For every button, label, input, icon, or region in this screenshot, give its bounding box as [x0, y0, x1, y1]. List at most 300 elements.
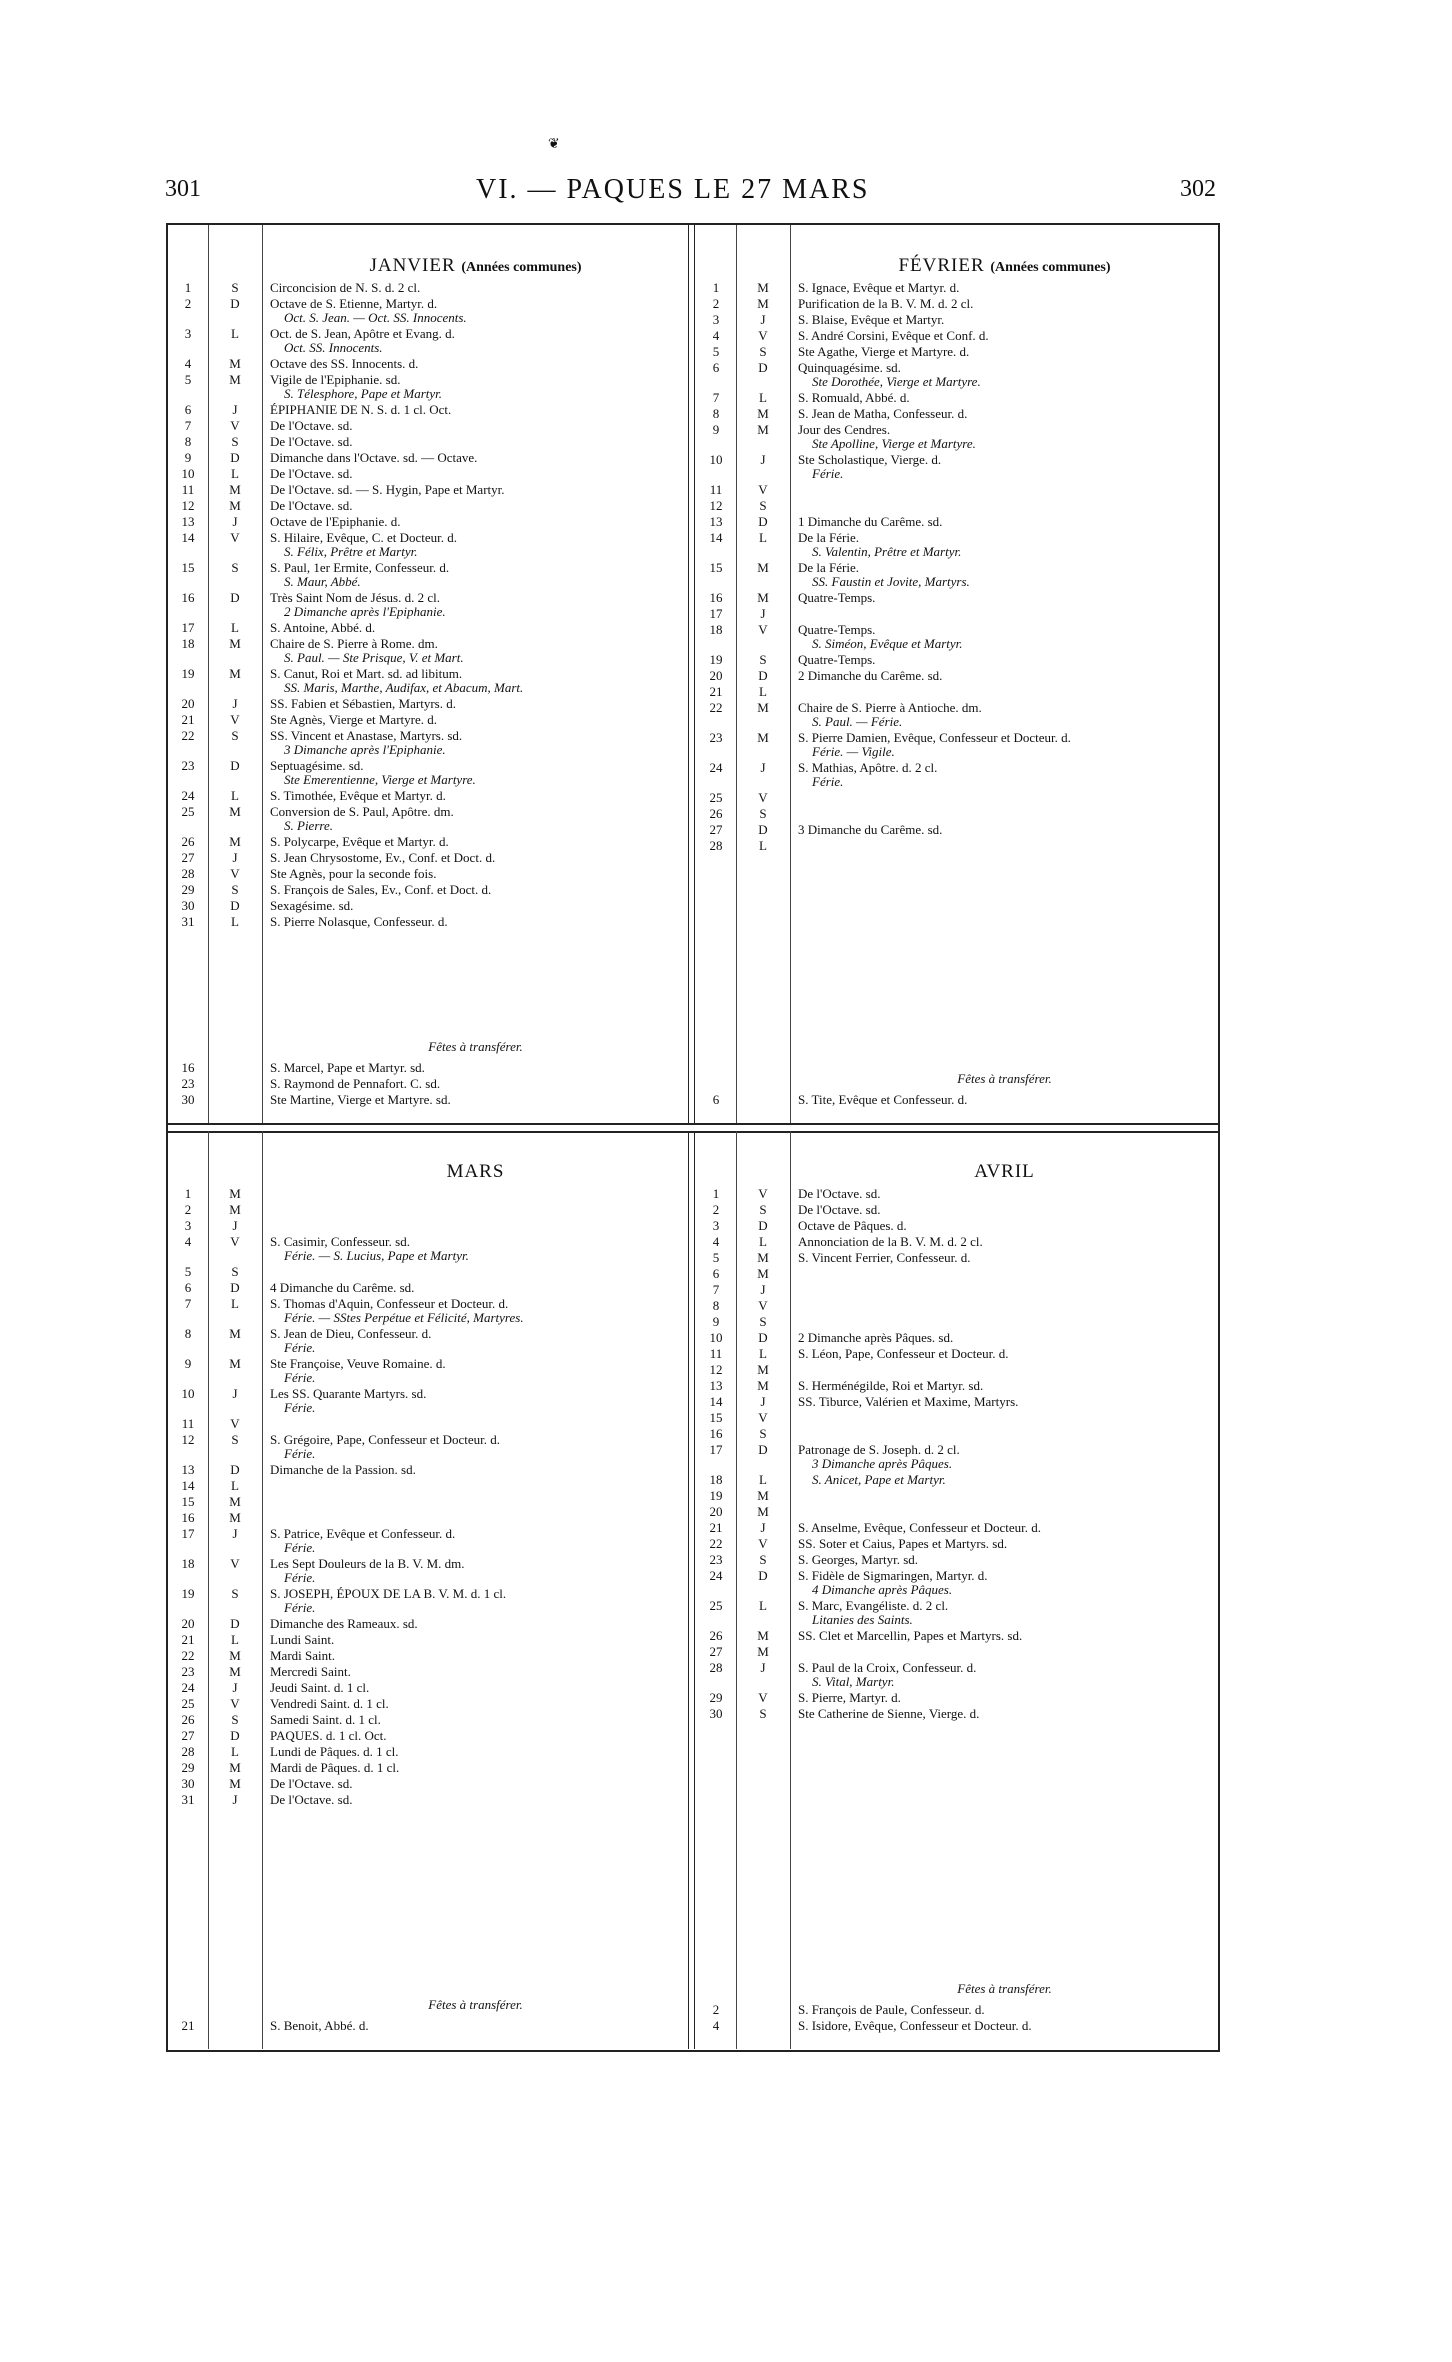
page-header [0, 176, 1452, 216]
weekday-letter: D [230, 450, 240, 465]
day-feast [262, 1793, 688, 1807]
weekday-letter: S [231, 1712, 239, 1727]
day-row [168, 1713, 688, 1727]
day-number: 20 [709, 668, 723, 683]
feast-text: Vendredi Saint. d. 1 cl. [270, 1696, 389, 1711]
day-number: 30 [709, 1706, 723, 1721]
day-number: 6 [184, 402, 192, 417]
day-row [168, 1557, 688, 1585]
day-number: 15 [181, 1494, 195, 1509]
feast-text: S. Timothée, Evêque et Martyr. d. [270, 788, 446, 803]
weekday-letter: V [758, 328, 768, 343]
weekday-letter: S [231, 728, 239, 743]
weekday-letter: S [759, 498, 767, 513]
weekday-letter: M [229, 482, 241, 497]
day-number: 21 [181, 2018, 195, 2033]
day-feast [262, 1761, 688, 1775]
feast-text: Annonciation de la B. V. M. d. 2 cl. [798, 1234, 983, 1249]
day-row [168, 883, 688, 897]
day-feast [790, 1219, 1218, 1233]
day-feast [262, 1281, 688, 1295]
commemoration-text: S. Pierre. [284, 818, 333, 833]
feast-text: S. Anselme, Evêque, Confesseur et Docteur. d. [798, 1520, 1041, 1535]
day-row [168, 1697, 688, 1711]
day-feast [262, 621, 688, 635]
day-row [696, 591, 1218, 605]
weekday-letter: M [229, 1326, 241, 1341]
weekday-letter: V [230, 1416, 240, 1431]
day-number: 28 [181, 866, 195, 881]
feast-text: S. Tite, Evêque et Confesseur. d. [798, 1092, 968, 1107]
day-feast [262, 1235, 688, 1263]
weekday-letter: M [757, 296, 769, 311]
feast-text: SS. Soter et Caius, Papes et Martyrs. sd. [798, 1536, 1008, 1551]
feast-text: Dimanche de la Passion. sd. [270, 1462, 416, 1477]
commemoration-text: 2 Dimanche après l'Epiphanie. [284, 604, 446, 619]
feast-text: S. Ignace, Evêque et Martyr. d. [798, 280, 960, 295]
day-row [168, 1511, 688, 1525]
day-number: 14 [709, 530, 723, 545]
day-feast [262, 915, 688, 929]
weekday-letter: V [758, 1536, 768, 1551]
day-number: 2 [712, 2002, 720, 2017]
day-feast [790, 1331, 1218, 1345]
day-feast [790, 561, 1218, 589]
day-number: 10 [709, 1330, 723, 1345]
day-row [168, 759, 688, 787]
day-number: 16 [709, 590, 723, 605]
day-row [696, 1661, 1218, 1689]
weekday-letter: M [757, 1266, 769, 1281]
day-feast [262, 1587, 688, 1615]
weekday-letter: V [230, 866, 240, 881]
day-feast [262, 1527, 688, 1555]
weekday-letter: J [760, 1282, 766, 1297]
day-feast [790, 361, 1218, 389]
day-row [696, 1569, 1218, 1597]
day-number: 5 [712, 1250, 720, 1265]
day-row [696, 423, 1218, 451]
weekday-letter: J [760, 1660, 766, 1675]
feast-text: S. Patrice, Evêque et Confesseur. d. [270, 1526, 456, 1541]
commemoration-text: Oct. SS. Innocents. [284, 340, 383, 355]
day-row [168, 1681, 688, 1695]
feast-text: De l'Octave. sd. — S. Hygin, Pape et Martyr. [270, 482, 505, 497]
day-feast [262, 1649, 688, 1663]
weekday-letter: D [758, 668, 768, 683]
day-number: 6 [712, 360, 720, 375]
day-feast [790, 1395, 1218, 1409]
day-number: 19 [709, 652, 723, 667]
day-number: 4 [184, 1234, 192, 1249]
month-name: AVRIL [974, 1161, 1035, 1182]
day-feast [262, 483, 688, 497]
day-feast [790, 1489, 1218, 1503]
fetes-label: Fêtes à transférer. [428, 1039, 523, 1054]
day-row [168, 467, 688, 481]
day-row [696, 669, 1218, 683]
day-row [168, 1281, 688, 1295]
feast-text: Mardi Saint. [270, 1648, 335, 1663]
day-row [168, 499, 688, 513]
day-row [696, 391, 1218, 405]
day-feast [262, 1327, 688, 1355]
weekday-letter: S [759, 1706, 767, 1721]
weekday-letter: S [231, 434, 239, 449]
weekday-letter: V [230, 1234, 240, 1249]
weekday-letter [208, 1061, 262, 1075]
feast-text: Vigile de l'Epiphanie. sd. [270, 372, 401, 387]
month-avril [696, 1131, 1218, 2049]
day-feast [790, 1203, 1218, 1217]
feast-text: S. Herménégilde, Roi et Martyr. sd. [798, 1378, 984, 1393]
day-row [696, 607, 1218, 621]
day-rows [168, 1187, 688, 1809]
feast-text: De la Férie. [798, 560, 860, 575]
weekday-letter: S [231, 882, 239, 897]
day-number: 26 [181, 834, 195, 849]
fetes-label: Fêtes à transférer. [428, 1997, 523, 2012]
day-number: 2 [184, 296, 192, 311]
feast-text: S. Romuald, Abbé. d. [798, 390, 910, 405]
weekday-letter: L [759, 1598, 767, 1613]
feast-text: S. François de Sales, Ev., Conf. et Doct. d. [270, 882, 492, 897]
day-number: 3 [712, 1218, 720, 1233]
day-row [696, 1521, 1218, 1535]
day-feast [790, 1691, 1218, 1705]
day-number: 23 [709, 1552, 723, 1567]
feast-text: S. Thomas d'Aquin, Confesseur et Docteur. d. [270, 1296, 509, 1311]
weekday-letter: L [759, 1346, 767, 1361]
feast-text: Octave de Pâques. d. [798, 1218, 907, 1233]
day-row [168, 1433, 688, 1461]
day-number: 20 [181, 1616, 195, 1631]
day-row [168, 805, 688, 833]
day-feast [790, 1553, 1218, 1567]
day-row [168, 1761, 688, 1775]
day-number: 19 [709, 1488, 723, 1503]
commemoration-text: Férie. [284, 1400, 316, 1415]
feast-text: Lundi Saint. [270, 1632, 335, 1647]
day-feast [262, 281, 688, 295]
day-number: 17 [709, 1442, 723, 1457]
day-row [168, 1219, 688, 1233]
feast-text: S. Georges, Martyr. sd. [798, 1552, 919, 1567]
day-feast [262, 1203, 688, 1217]
day-feast [790, 313, 1218, 327]
day-feast [262, 1665, 688, 1679]
weekday-letter [208, 1093, 262, 1107]
day-number: 20 [181, 696, 195, 711]
day-number: 18 [181, 636, 195, 651]
weekday-letter: M [757, 1362, 769, 1377]
weekday-letter: S [231, 1432, 239, 1447]
weekday-letter: S [759, 652, 767, 667]
feast-text: S. Pierre Damien, Evêque, Confesseur et Docteur. d. [798, 730, 1071, 745]
weekday-letter: J [760, 452, 766, 467]
day-feast [262, 1777, 688, 1791]
weekday-letter: D [758, 822, 768, 837]
weekday-letter: M [229, 666, 241, 681]
day-number: 16 [181, 590, 195, 605]
weekday-letter: M [229, 1356, 241, 1371]
day-number: 22 [181, 1648, 195, 1663]
weekday-letter [208, 1077, 262, 1091]
commemoration-text: S. Maur, Abbé. [284, 574, 361, 589]
weekday-letter [208, 2019, 262, 2033]
day-number: 28 [709, 1660, 723, 1675]
day-feast [262, 851, 688, 865]
day-row [168, 561, 688, 589]
day-row [696, 1251, 1218, 1265]
day-row [696, 685, 1218, 699]
feast-text: De la Férie. [798, 530, 860, 545]
weekday-letter: D [758, 514, 768, 529]
weekday-letter: M [229, 372, 241, 387]
feast-text: S. Jean Chrysostome, Ev., Conf. et Doct. d. [270, 850, 496, 865]
weekday-letter: J [232, 1526, 238, 1541]
weekday-letter: S [759, 344, 767, 359]
day-feast [790, 791, 1218, 805]
day-number: 16 [709, 1426, 723, 1441]
day-feast [790, 701, 1218, 729]
day-row [696, 1629, 1218, 1643]
day-number: 21 [709, 1520, 723, 1535]
weekday-letter: M [229, 1510, 241, 1525]
day-row [168, 1587, 688, 1615]
weekday-letter: V [758, 1298, 768, 1313]
feast-text: Quatre-Temps. [798, 590, 876, 605]
feast-text: Ste Agnès, pour la seconde fois. [270, 866, 437, 881]
day-row [168, 1495, 688, 1509]
feast-text: S. Canut, Roi et Mart. sd. ad libitum. [270, 666, 463, 681]
day-feast [262, 1187, 688, 1201]
feast-text: De l'Octave. sd. [798, 1186, 881, 1201]
feast-text: Ste Françoise, Veuve Romaine. d. [270, 1356, 446, 1371]
day-feast [790, 823, 1218, 837]
day-number: 29 [181, 1760, 195, 1775]
day-feast [790, 1707, 1218, 1721]
day-number: 30 [181, 898, 195, 913]
day-row [168, 867, 688, 881]
day-feast [262, 805, 688, 833]
feast-text: Ste Scholastique, Vierge. d. [798, 452, 942, 467]
weekday-letter: D [230, 1280, 240, 1295]
day-row [168, 1235, 688, 1263]
weekday-letter: M [757, 700, 769, 715]
day-row [696, 1299, 1218, 1313]
weekday-letter: V [758, 790, 768, 805]
day-row [168, 851, 688, 865]
day-feast [262, 1479, 688, 1493]
day-row [168, 1527, 688, 1555]
day-rows [696, 1187, 1218, 1723]
day-row [168, 637, 688, 665]
day-row [696, 1347, 1218, 1361]
day-feast [790, 391, 1218, 405]
day-row [696, 1537, 1218, 1551]
day-number: 24 [709, 760, 723, 775]
day-feast [790, 1235, 1218, 1249]
day-feast [262, 1633, 688, 1647]
day-number: 19 [181, 666, 195, 681]
day-row [696, 297, 1218, 311]
day-feast [262, 1617, 688, 1631]
day-row [696, 1553, 1218, 1567]
feast-text: S. Antoine, Abbé. d. [270, 620, 376, 635]
day-feast [790, 731, 1218, 759]
feast-text: Dimanche dans l'Octave. sd. — Octave. [270, 450, 478, 465]
day-number: 4 [712, 2018, 720, 2033]
day-rows [168, 281, 688, 931]
day-feast [790, 407, 1218, 421]
day-number: 18 [709, 622, 723, 637]
fetes-a-transferer [696, 1981, 1218, 2035]
feast-text: De l'Octave. sd. [270, 466, 353, 481]
day-row [696, 1331, 1218, 1345]
day-feast [790, 1443, 1218, 1471]
feast-text: 2 Dimanche après Pâques. sd. [798, 1330, 954, 1345]
day-row [168, 729, 688, 757]
day-number: 14 [181, 530, 195, 545]
day-feast [262, 435, 688, 449]
day-number: 15 [709, 560, 723, 575]
feast-text: Ste Agnès, Vierge et Martyre. d. [270, 712, 437, 727]
day-row [696, 1691, 1218, 1705]
commemoration-text: Férie. [812, 774, 844, 789]
feast-text: De l'Octave. sd. [270, 498, 353, 513]
day-number: 20 [709, 1504, 723, 1519]
day-number: 6 [712, 1266, 720, 1281]
fetes-label: Fêtes à transférer. [957, 1981, 1052, 1996]
weekday-letter: D [230, 296, 240, 311]
commemoration-text: S. Valentin, Prêtre et Martyr. [812, 544, 962, 559]
day-row [168, 531, 688, 559]
day-row [168, 1265, 688, 1279]
day-row [696, 623, 1218, 651]
day-row [696, 453, 1218, 481]
commemoration-text: Férie. [812, 466, 844, 481]
weekday-letter: L [231, 326, 239, 341]
weekday-letter: S [231, 280, 239, 295]
day-number: 2 [184, 1202, 192, 1217]
day-number: 9 [184, 450, 192, 465]
feast-text: De l'Octave. sd. [270, 434, 353, 449]
weekday-letter: D [230, 1616, 240, 1631]
day-row [168, 403, 688, 417]
day-row [168, 1297, 688, 1325]
day-number: 31 [181, 914, 195, 929]
commemoration-text: SS. Faustin et Jovite, Martyrs. [812, 574, 970, 589]
day-feast [790, 515, 1218, 529]
day-feast [790, 1187, 1218, 1201]
day-feast [262, 403, 688, 417]
day-row [168, 483, 688, 497]
month-title [791, 255, 1218, 277]
day-number: 8 [712, 1298, 720, 1313]
day-feast [262, 789, 688, 803]
feast-text: Ste Martine, Vierge et Martyre. sd. [270, 1092, 451, 1107]
commemoration-text: Férie. [284, 1446, 316, 1461]
day-row [696, 329, 1218, 343]
commemoration-text: S. Télesphore, Pape et Martyr. [284, 386, 443, 401]
weekday-letter: D [230, 1462, 240, 1477]
weekday-letter: S [759, 1552, 767, 1567]
day-row [168, 835, 688, 849]
feast-text: 2 Dimanche du Carême. sd. [798, 668, 943, 683]
calendar-table [166, 223, 1220, 2052]
weekday-letter: D [758, 360, 768, 375]
day-number: 7 [712, 390, 720, 405]
day-feast [790, 685, 1218, 699]
day-feast [790, 453, 1218, 481]
day-feast [790, 1599, 1218, 1627]
day-number: 11 [709, 1346, 723, 1361]
feast-text: Octave de l'Epiphanie. d. [270, 514, 401, 529]
weekday-letter: J [760, 1394, 766, 1409]
weekday-letter: V [230, 712, 240, 727]
weekday-letter: J [232, 1680, 238, 1695]
weekday-letter: L [759, 530, 767, 545]
weekday-letter: M [229, 1494, 241, 1509]
day-number: 8 [712, 406, 720, 421]
day-number: 27 [181, 850, 195, 865]
day-row [696, 499, 1218, 513]
transfer-row [168, 1093, 688, 1107]
day-number: 22 [181, 728, 195, 743]
feast-text: SS. Tiburce, Valérien et Maxime, Martyrs. [798, 1394, 1019, 1409]
day-number: 4 [712, 328, 720, 343]
weekday-letter: M [757, 1504, 769, 1519]
day-number: 25 [181, 804, 195, 819]
day-number: 4 [184, 356, 192, 371]
day-feast [790, 1629, 1218, 1643]
day-row [696, 515, 1218, 529]
day-number: 12 [709, 1362, 723, 1377]
weekday-letter: M [229, 636, 241, 651]
commemoration-text: Férie. [284, 1340, 316, 1355]
month-name: MARS [446, 1161, 505, 1182]
day-feast [790, 1473, 1218, 1487]
column-separator [688, 225, 695, 1123]
column-separator [688, 1131, 695, 2049]
weekday-letter: D [758, 1218, 768, 1233]
feast-text: S. Raymond de Pennafort. C. sd. [270, 1076, 441, 1091]
day-row [696, 761, 1218, 789]
day-number: 13 [709, 514, 723, 529]
day-row [168, 1327, 688, 1355]
feast-text: Très Saint Nom de Jésus. d. 2 cl. [270, 590, 440, 605]
commemoration-text: 4 Dimanche après Pâques. [812, 1582, 953, 1597]
table-top-half [168, 225, 1218, 1123]
day-feast [262, 1265, 688, 1279]
weekday-letter: S [759, 1202, 767, 1217]
day-feast [790, 1569, 1218, 1597]
weekday-letter: V [758, 1186, 768, 1201]
feast-text: S. Isidore, Evêque, Confesseur et Docteur. d. [798, 2018, 1032, 2033]
month-title [263, 1161, 688, 1183]
day-row [696, 531, 1218, 559]
day-row [168, 915, 688, 929]
day-row [168, 419, 688, 433]
weekday-letter: V [230, 530, 240, 545]
weekday-letter: J [232, 514, 238, 529]
day-number: 8 [184, 434, 192, 449]
weekday-letter: L [759, 838, 767, 853]
commemoration-text: 3 Dimanche après l'Epiphanie. [284, 742, 446, 757]
day-row [696, 807, 1218, 821]
month-title [263, 255, 688, 277]
